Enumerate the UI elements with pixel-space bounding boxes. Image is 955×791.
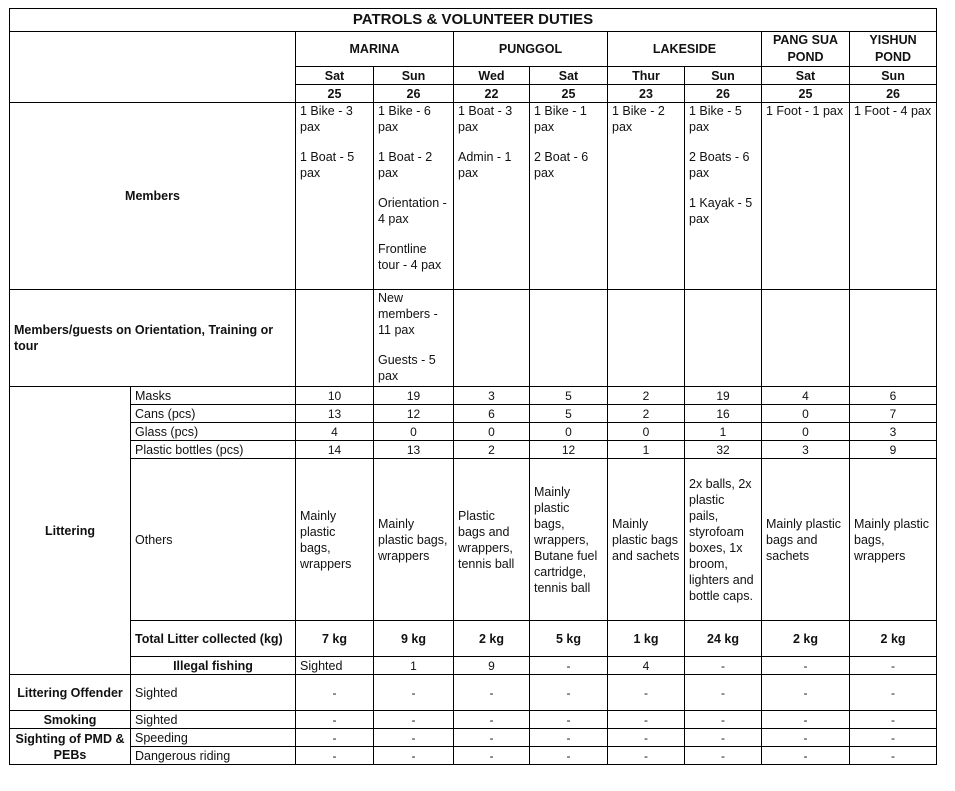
pmd-value: - xyxy=(296,729,374,747)
pmd-value: - xyxy=(608,747,685,765)
date-header: 26 xyxy=(685,85,762,103)
date-header: 25 xyxy=(296,85,374,103)
littering-count: 0 xyxy=(608,423,685,441)
smoking-value: - xyxy=(850,711,937,729)
members-entry: 2 Boats - 6 pax xyxy=(689,150,750,180)
littering_offender-value: - xyxy=(374,675,454,711)
members-entry: 1 Bike - 6 pax xyxy=(378,104,431,134)
littering-item-label: Cans (pcs) xyxy=(131,405,296,423)
littering-count: 19 xyxy=(374,387,454,405)
smoking-value: - xyxy=(530,711,608,729)
littering-count: 12 xyxy=(374,405,454,423)
members-entry: 1 Boat - 3 pax xyxy=(458,104,513,134)
members-cell xyxy=(685,103,762,290)
others-description: Mainly plastic bags, wrappers, Butane fuel cartridge, tennis ball xyxy=(530,459,608,621)
littering-count: 2 xyxy=(454,441,530,459)
illegal-fishing-label: Illegal fishing xyxy=(131,657,296,675)
guests-cell xyxy=(374,290,454,387)
guests-cell xyxy=(850,290,937,387)
littering-count: 0 xyxy=(530,423,608,441)
smoking-value: - xyxy=(762,711,850,729)
day-header: Sun xyxy=(685,67,762,85)
day-header: Wed xyxy=(454,67,530,85)
littering-count: 3 xyxy=(850,423,937,441)
location-punggol: PUNGGOL xyxy=(454,32,608,67)
members-label: Members xyxy=(10,103,296,290)
date-header: 25 xyxy=(762,85,850,103)
littering_offender-value: - xyxy=(850,675,937,711)
smoking-value: - xyxy=(454,711,530,729)
location-pang-sua-pond: PANG SUA POND xyxy=(762,32,850,67)
guests-entry: Guests - 5 pax xyxy=(378,353,436,383)
littering_offender-value: - xyxy=(296,675,374,711)
pmd-sub-label: Speeding xyxy=(131,729,296,747)
guests-cell xyxy=(685,290,762,387)
littering-count: 13 xyxy=(296,405,374,423)
total-litter-value: 2 kg xyxy=(850,621,937,657)
littering-count: 7 xyxy=(850,405,937,423)
total-litter-value: 2 kg xyxy=(454,621,530,657)
smoking-sub-label: Sighted xyxy=(131,711,296,729)
members-entry: 1 Bike - 1 pax xyxy=(534,104,587,134)
pmd-value: - xyxy=(530,747,608,765)
pmd-value: - xyxy=(762,747,850,765)
pmd-value: - xyxy=(685,747,762,765)
pmd-label: Sighting of PMD & PEBs xyxy=(10,729,131,765)
total-litter-value: 7 kg xyxy=(296,621,374,657)
date-header: 22 xyxy=(454,85,530,103)
members-cell xyxy=(454,103,530,290)
members-entry: Admin - 1 pax xyxy=(458,150,512,180)
date-header: 25 xyxy=(530,85,608,103)
guests-cell xyxy=(530,290,608,387)
pmd-value: - xyxy=(608,729,685,747)
littering-count: 1 xyxy=(685,423,762,441)
littering-item-label: Plastic bottles (pcs) xyxy=(131,441,296,459)
littering-item-label: Glass (pcs) xyxy=(131,423,296,441)
members-entry: 2 Boat - 6 pax xyxy=(534,150,589,180)
guests-cell xyxy=(296,290,374,387)
littering-count: 1 xyxy=(608,441,685,459)
total-litter-value: 24 kg xyxy=(685,621,762,657)
total-litter-value: 2 kg xyxy=(762,621,850,657)
members-cell xyxy=(608,103,685,290)
date-header: 23 xyxy=(608,85,685,103)
others-description: Mainly plastic bags, wrappers xyxy=(850,459,937,621)
day-header: Sun xyxy=(374,67,454,85)
guests-cell xyxy=(608,290,685,387)
littering-count: 4 xyxy=(296,423,374,441)
littering-count: 12 xyxy=(530,441,608,459)
smoking-value: - xyxy=(608,711,685,729)
pmd-value: - xyxy=(454,729,530,747)
littering_offender-sub-label: Sighted xyxy=(131,675,296,711)
pmd-sub-label: Dangerous riding xyxy=(131,747,296,765)
total-litter-value: 5 kg xyxy=(530,621,608,657)
littering-count: 10 xyxy=(296,387,374,405)
littering-count: 5 xyxy=(530,387,608,405)
littering_offender-value: - xyxy=(530,675,608,711)
pmd-value: - xyxy=(850,729,937,747)
day-header: Sat xyxy=(762,67,850,85)
date-header: 26 xyxy=(374,85,454,103)
members-entry: 1 Bike - 2 pax xyxy=(612,104,665,134)
littering-count: 19 xyxy=(685,387,762,405)
others-description: Mainly plastic bags and sachets xyxy=(762,459,850,621)
littering-count: 2 xyxy=(608,387,685,405)
littering-count: 32 xyxy=(685,441,762,459)
littering-count: 0 xyxy=(454,423,530,441)
pmd-value: - xyxy=(762,729,850,747)
pmd-value: - xyxy=(374,729,454,747)
littering-label: Littering xyxy=(10,387,131,675)
littering-count: 3 xyxy=(762,441,850,459)
others-description: Mainly plastic bags, wrappers xyxy=(296,459,374,621)
members-entry: Frontline tour - 4 pax xyxy=(378,242,442,272)
littering-count: 0 xyxy=(374,423,454,441)
header-blank xyxy=(10,32,296,103)
illegal_fishing-value: - xyxy=(685,657,762,675)
members-cell xyxy=(850,103,937,290)
members-cell xyxy=(374,103,454,290)
members-cell xyxy=(296,103,374,290)
members-entry: 1 Bike - 5 pax xyxy=(689,104,742,134)
littering-item-label: Masks xyxy=(131,387,296,405)
littering-count: 4 xyxy=(762,387,850,405)
guests-cell xyxy=(454,290,530,387)
date-header: 26 xyxy=(850,85,937,103)
members-entry: Orientation - 4 pax xyxy=(378,196,447,226)
members-cell xyxy=(762,103,850,290)
day-header: Sun xyxy=(850,67,937,85)
day-header: Sat xyxy=(296,67,374,85)
patrol-table xyxy=(9,8,937,765)
littering_offender-value: - xyxy=(762,675,850,711)
members-entry: 1 Boat - 2 pax xyxy=(378,150,433,180)
smoking-value: - xyxy=(685,711,762,729)
smoking-label: Smoking xyxy=(10,711,131,729)
members-entry: 1 Bike - 3 pax xyxy=(300,104,353,134)
littering_offender-value: - xyxy=(454,675,530,711)
day-header: Thur xyxy=(608,67,685,85)
others-description: Plastic bags and wrappers, tennis ball xyxy=(454,459,530,621)
illegal_fishing-sub-label: Sighted xyxy=(296,657,374,675)
others-label: Others xyxy=(131,459,296,621)
littering-count: 5 xyxy=(530,405,608,423)
members-entry: 1 Foot - 4 pax xyxy=(854,104,932,118)
illegal_fishing-value: 4 xyxy=(608,657,685,675)
total-litter-value: 1 kg xyxy=(608,621,685,657)
smoking-value: - xyxy=(296,711,374,729)
others-description: Mainly plastic bags, wrappers xyxy=(374,459,454,621)
guests-label: Members/guests on Orientation, Training or tour xyxy=(10,290,296,387)
pmd-value: - xyxy=(374,747,454,765)
littering_offender-value: - xyxy=(608,675,685,711)
pmd-value: - xyxy=(296,747,374,765)
members-entry: 1 Foot - 1 pax xyxy=(766,104,844,118)
guests-cell xyxy=(762,290,850,387)
littering-count: 6 xyxy=(454,405,530,423)
total-litter-value: 9 kg xyxy=(374,621,454,657)
illegal_fishing-value: - xyxy=(850,657,937,675)
pmd-value: - xyxy=(850,747,937,765)
others-description: Mainly plastic bags and sachets xyxy=(608,459,685,621)
littering-offender-label: Littering Offender xyxy=(10,675,131,711)
illegal_fishing-value: 9 xyxy=(454,657,530,675)
others-description: 2x balls, 2x plastic pails, styrofoam boxes, 1x broom, lighters and bottle caps. xyxy=(685,459,762,621)
littering-count: 9 xyxy=(850,441,937,459)
littering-count: 2 xyxy=(608,405,685,423)
pmd-value: - xyxy=(685,729,762,747)
report-title: PATROLS & VOLUNTEER DUTIES xyxy=(10,9,937,32)
members-entry: 1 Boat - 5 pax xyxy=(300,150,355,180)
littering_offender-value: - xyxy=(685,675,762,711)
littering-count: 0 xyxy=(762,405,850,423)
pmd-value: - xyxy=(530,729,608,747)
illegal_fishing-value: - xyxy=(762,657,850,675)
day-header: Sat xyxy=(530,67,608,85)
members-cell xyxy=(530,103,608,290)
illegal_fishing-value: - xyxy=(530,657,608,675)
location-lakeside: LAKESIDE xyxy=(608,32,762,67)
littering-count: 16 xyxy=(685,405,762,423)
littering-count: 0 xyxy=(762,423,850,441)
littering-count: 13 xyxy=(374,441,454,459)
patrol-report xyxy=(9,8,936,765)
members-entry: 1 Kayak - 5 pax xyxy=(689,196,753,226)
littering-count: 14 xyxy=(296,441,374,459)
illegal_fishing-value: 1 xyxy=(374,657,454,675)
pmd-value: - xyxy=(454,747,530,765)
location-marina: MARINA xyxy=(296,32,454,67)
smoking-value: - xyxy=(374,711,454,729)
location-yishun-pond: YISHUN POND xyxy=(850,32,937,67)
total-litter-label: Total Litter collected (kg) xyxy=(131,621,296,657)
littering-count: 3 xyxy=(454,387,530,405)
guests-entry: New members - 11 pax xyxy=(378,291,438,337)
littering-count: 6 xyxy=(850,387,937,405)
